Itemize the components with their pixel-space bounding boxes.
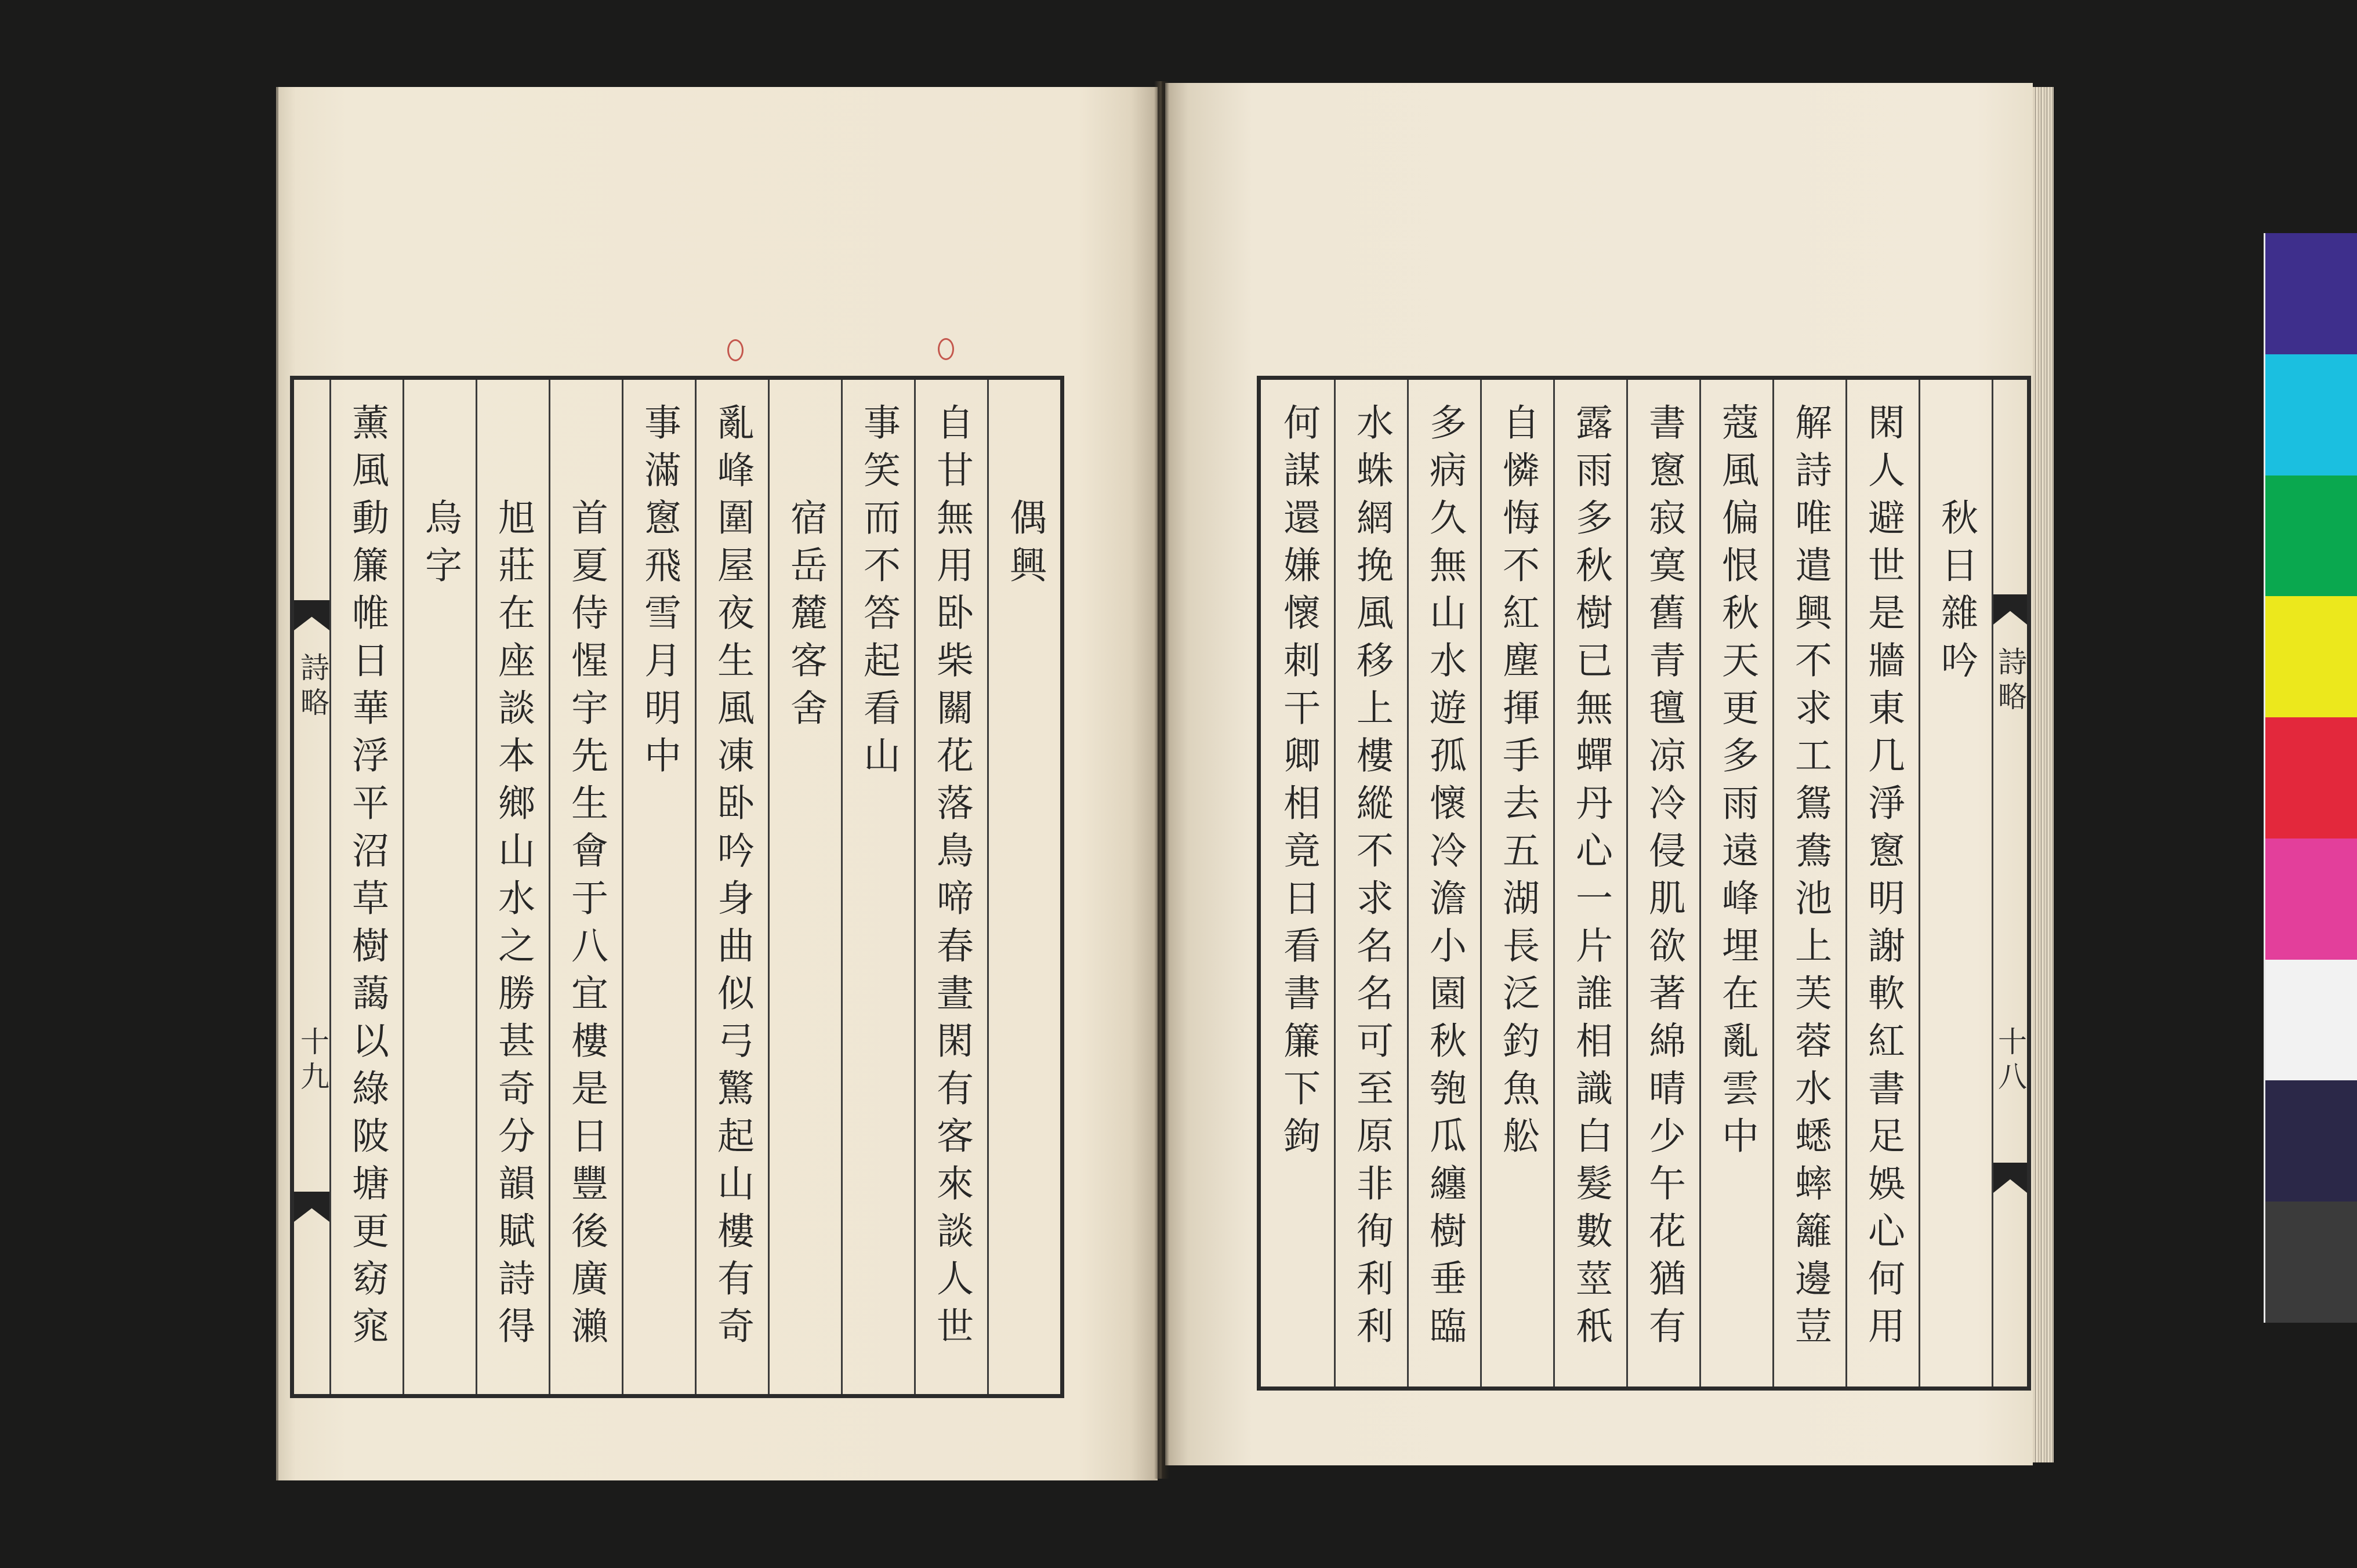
text-column: 解詩唯遣興不求工鴛鴦池上芙蓉水蟋蟀籬邊荳: [1772, 380, 1845, 1386]
page-number: 十九: [296, 1026, 329, 1096]
text-column: 閑人避世是牆東几淨窻明謝軟紅書足娛心何用: [1845, 380, 1919, 1386]
fishtail-mark: [1993, 594, 2027, 625]
margin-title: 詩略: [1993, 647, 2027, 716]
fishtail-mark: [1993, 1163, 2027, 1193]
color-swatch-white: [2265, 960, 2357, 1081]
right-text-frame: [1257, 376, 2031, 1391]
color-calibration-chart: [2265, 233, 2357, 1323]
text-column: 何謀還嫌懷刺干卿相竟日看書簾下鉤: [1277, 403, 1320, 1164]
text-column: 多病久無山水遊孤懷冷澹小園秋匏瓜纏樹垂臨: [1407, 380, 1480, 1386]
headnote-column: 旭莊在座談本鄉山水之勝甚奇分韻賦詩得: [476, 380, 549, 1394]
center-fold-margin: [1992, 380, 2027, 1386]
color-swatch-gray: [2265, 1202, 2357, 1323]
poem-title-column: 偶興: [987, 380, 1060, 1394]
text-column: 亂峰圍屋夜生風凍卧吟身曲似弓驚起山樓有奇: [695, 380, 768, 1394]
text-column: 自憐悔不紅塵揮手去五湖長泛釣魚舩: [1480, 380, 1553, 1386]
color-swatch-blue: [2265, 233, 2357, 354]
headnote-column: 首夏侍惺宇先生會于八宜樓是日豐後廣瀨: [549, 380, 622, 1394]
text-column: 露雨多秋樹已無蟬丹心一片誰相識白髮數莖秖: [1553, 380, 1626, 1386]
color-swatch-red: [2265, 717, 2357, 839]
color-swatch-yellow: [2265, 596, 2357, 717]
text-column: 事笑而不答起看山: [841, 380, 914, 1394]
text-column: 事滿窻飛雪月明中: [622, 380, 695, 1394]
poem-title-column: 宿岳麓客舍: [768, 380, 841, 1394]
fishtail-mark: [294, 1192, 329, 1222]
left-text-frame: [290, 376, 1064, 1398]
text-column: 蔻風偏恨秋天更多雨遠峰埋在亂雲中: [1699, 380, 1772, 1386]
page-number: 十八: [1993, 1026, 2027, 1096]
color-swatch-green: [2265, 476, 2357, 597]
color-swatch-magenta: [2265, 839, 2357, 960]
margin-title: 詩略: [296, 652, 329, 722]
color-swatch-navy: [2265, 1080, 2357, 1202]
headnote-column: 烏字: [402, 380, 476, 1394]
red-circle-mark: [727, 339, 744, 361]
red-circle-mark: [938, 338, 954, 360]
page-block-edges: [2033, 87, 2054, 1462]
text-column: 自甘無用卧柴關花落鳥啼春晝閑有客來談人世: [914, 380, 987, 1394]
text-column: 書窻寂寞舊青氊凉冷侵肌欲著綿晴少午花猶有: [1626, 380, 1699, 1386]
text-column: 薰風動簾帷日華浮平沼草樹藹以綠陂塘更窈窕: [329, 380, 402, 1394]
text-column: 水蛛網挽風移上樓縱不求名名可至原非徇利利: [1334, 380, 1407, 1386]
color-swatch-cyan: [2265, 354, 2357, 476]
center-fold-margin: [294, 380, 329, 1394]
poem-title-column: 秋日雜吟: [1919, 380, 1992, 1386]
fishtail-mark: [294, 600, 329, 630]
book-gutter: [1154, 81, 1169, 1479]
